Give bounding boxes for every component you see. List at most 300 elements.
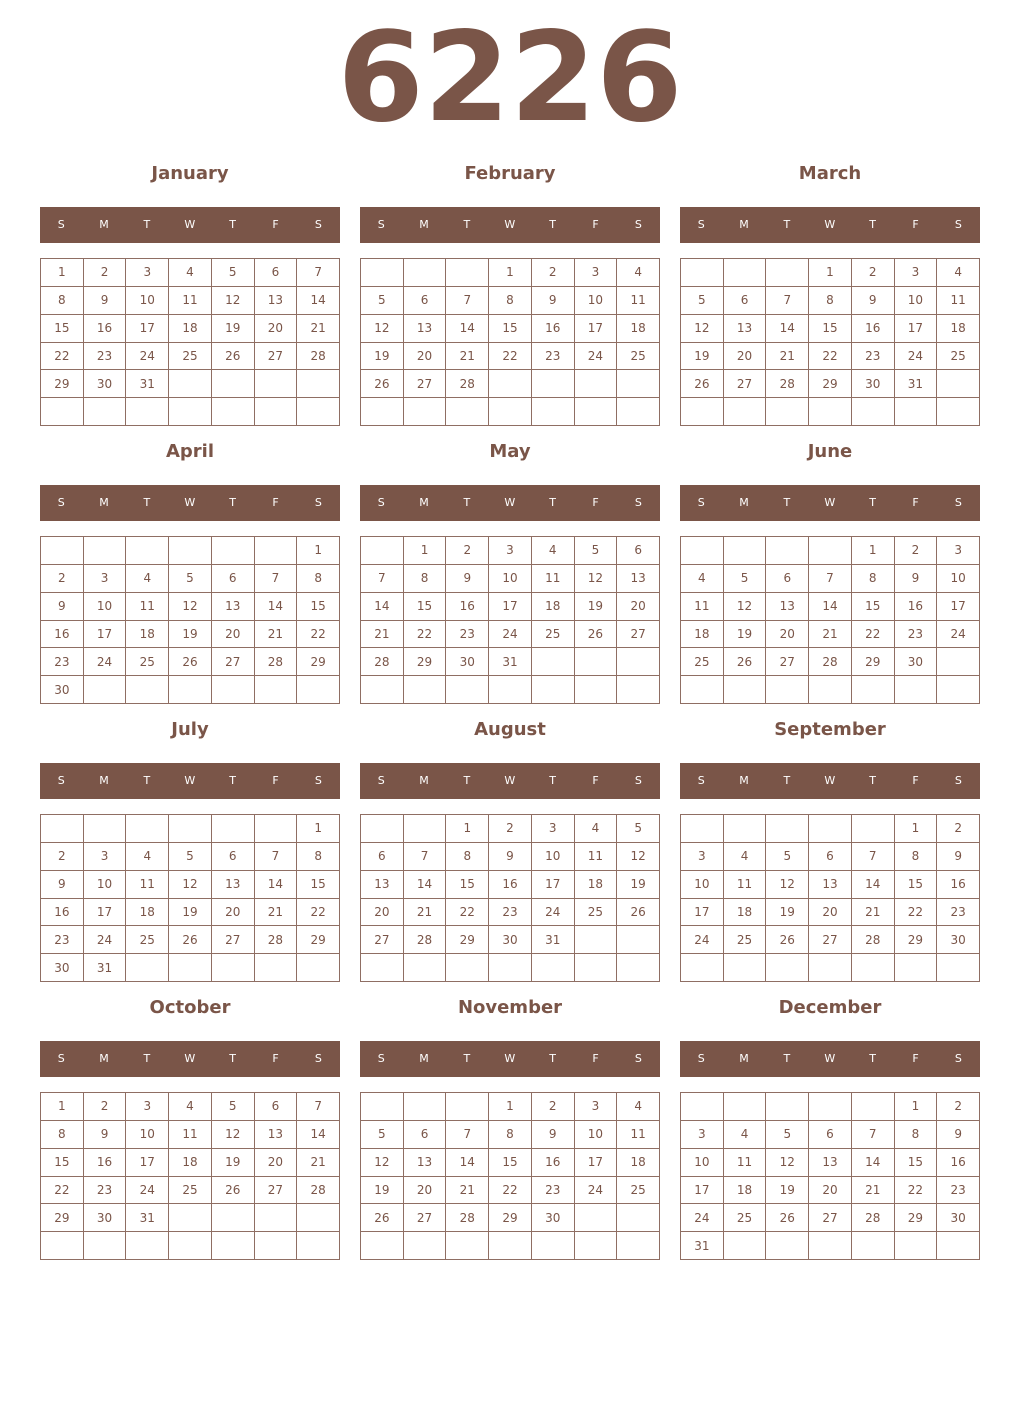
day-cell: 20 [212, 621, 255, 649]
empty-cell [617, 954, 660, 982]
day-cell: 27 [617, 621, 660, 649]
day-cell: 20 [617, 593, 660, 621]
day-grid [40, 258, 340, 426]
day-cell: 16 [895, 593, 938, 621]
empty-cell [84, 676, 127, 704]
day-cell: 6 [404, 287, 447, 315]
day-cell: 21 [446, 1177, 489, 1205]
day-cell: 4 [937, 259, 980, 287]
empty-cell [852, 398, 895, 426]
weekday-label: T [549, 218, 557, 231]
day-cell: 9 [532, 287, 575, 315]
day-cell: 16 [84, 1149, 127, 1177]
day-cell: 25 [724, 1204, 767, 1232]
day-cell: 29 [895, 926, 938, 954]
day-cell: 13 [724, 315, 767, 343]
day-cell: 6 [809, 1121, 852, 1149]
weekday-label: M [99, 496, 110, 509]
month-name: December [778, 997, 882, 1018]
day-cell: 19 [617, 871, 660, 899]
day-cell: 21 [852, 899, 895, 927]
empty-cell [255, 537, 298, 565]
day-cell: 22 [809, 343, 852, 371]
day-cell: 16 [937, 1149, 980, 1177]
empty-cell [575, 954, 618, 982]
weekday-label: M [739, 496, 750, 509]
day-cell: 14 [255, 593, 298, 621]
empty-cell [724, 1232, 767, 1260]
weekday-label: W [184, 1052, 196, 1065]
empty-cell [255, 815, 298, 843]
empty-cell [404, 1232, 447, 1260]
day-cell: 30 [84, 370, 127, 398]
empty-cell [489, 1232, 532, 1260]
empty-cell [404, 815, 447, 843]
month-name: October [149, 997, 231, 1018]
day-cell: 29 [41, 1204, 84, 1232]
day-cell: 19 [681, 343, 724, 371]
day-cell: 31 [681, 1232, 724, 1260]
day-cell: 2 [937, 815, 980, 843]
weekday-label: T [463, 1052, 471, 1065]
weekday-label: T [549, 1052, 557, 1065]
day-cell: 2 [41, 843, 84, 871]
weekday-label: F [272, 774, 280, 787]
day-cell: 4 [532, 537, 575, 565]
weekday-label: T [143, 774, 151, 787]
day-cell: 17 [126, 315, 169, 343]
day-cell: 6 [766, 565, 809, 593]
empty-cell [255, 954, 298, 982]
empty-cell [41, 815, 84, 843]
empty-cell [575, 1204, 618, 1232]
empty-cell [724, 537, 767, 565]
day-cell: 23 [84, 343, 127, 371]
day-cell: 16 [937, 871, 980, 899]
day-cell: 24 [575, 343, 618, 371]
day-cell: 2 [532, 259, 575, 287]
day-cell: 16 [446, 593, 489, 621]
day-cell: 13 [404, 315, 447, 343]
empty-cell [126, 676, 169, 704]
month-name: April [165, 441, 215, 462]
day-cell: 7 [255, 843, 298, 871]
day-cell: 26 [724, 648, 767, 676]
weekday-header [680, 207, 980, 243]
day-cell: 9 [84, 1121, 127, 1149]
day-cell: 15 [446, 871, 489, 899]
day-cell: 17 [84, 899, 127, 927]
empty-cell [361, 676, 404, 704]
empty-cell [617, 676, 660, 704]
day-cell: 22 [489, 1177, 532, 1205]
day-cell: 21 [766, 343, 809, 371]
day-cell: 12 [169, 871, 212, 899]
empty-cell [489, 954, 532, 982]
empty-cell [169, 537, 212, 565]
day-cell: 26 [212, 343, 255, 371]
day-cell: 27 [724, 370, 767, 398]
day-cell: 10 [126, 287, 169, 315]
day-cell: 24 [532, 899, 575, 927]
day-cell: 27 [404, 1204, 447, 1232]
day-cell: 11 [532, 565, 575, 593]
weekday-label: S [377, 1052, 386, 1065]
day-cell: 8 [404, 565, 447, 593]
day-cell: 3 [84, 565, 127, 593]
day-cell: 21 [297, 1149, 340, 1177]
day-cell: 30 [446, 648, 489, 676]
empty-cell [361, 259, 404, 287]
day-cell: 11 [681, 593, 724, 621]
day-cell: 23 [41, 926, 84, 954]
day-cell: 17 [575, 1149, 618, 1177]
empty-cell [766, 1093, 809, 1121]
empty-cell [617, 398, 660, 426]
day-cell: 12 [617, 843, 660, 871]
empty-cell [126, 954, 169, 982]
day-grid [680, 1092, 980, 1260]
day-cell: 11 [724, 1149, 767, 1177]
empty-cell [766, 676, 809, 704]
empty-cell [766, 259, 809, 287]
empty-cell [169, 1204, 212, 1232]
empty-cell [809, 815, 852, 843]
day-cell: 7 [297, 259, 340, 287]
empty-cell [681, 954, 724, 982]
day-cell: 23 [937, 1177, 980, 1205]
day-cell: 1 [852, 537, 895, 565]
day-cell: 5 [766, 1121, 809, 1149]
day-cell: 8 [895, 1121, 938, 1149]
day-cell: 19 [169, 899, 212, 927]
empty-cell [724, 954, 767, 982]
day-cell: 10 [84, 593, 127, 621]
empty-cell [532, 398, 575, 426]
day-cell: 8 [895, 843, 938, 871]
day-cell: 30 [84, 1204, 127, 1232]
day-cell: 17 [532, 871, 575, 899]
day-cell: 23 [41, 648, 84, 676]
day-cell: 7 [852, 843, 895, 871]
empty-cell [617, 370, 660, 398]
weekday-header [40, 485, 340, 521]
month-name: November [457, 997, 563, 1018]
day-cell: 1 [446, 815, 489, 843]
empty-cell [212, 370, 255, 398]
day-cell: 1 [41, 1093, 84, 1121]
weekday-header [680, 763, 980, 799]
empty-cell [895, 954, 938, 982]
day-cell: 15 [852, 593, 895, 621]
empty-cell [212, 398, 255, 426]
empty-cell [212, 815, 255, 843]
empty-cell [724, 815, 767, 843]
empty-cell [575, 926, 618, 954]
day-cell: 1 [489, 259, 532, 287]
day-cell: 14 [361, 593, 404, 621]
day-cell: 26 [766, 1204, 809, 1232]
day-cell: 5 [169, 565, 212, 593]
day-cell: 11 [724, 871, 767, 899]
weekday-label: W [824, 218, 836, 231]
day-cell: 23 [532, 1177, 575, 1205]
day-cell: 11 [937, 287, 980, 315]
day-cell: 24 [575, 1177, 618, 1205]
day-cell: 16 [852, 315, 895, 343]
weekday-label: F [592, 496, 600, 509]
empty-cell [617, 648, 660, 676]
month-march [680, 160, 980, 428]
day-cell: 16 [41, 899, 84, 927]
day-cell: 20 [255, 1149, 298, 1177]
day-cell: 7 [446, 287, 489, 315]
empty-cell [937, 1232, 980, 1260]
day-cell: 22 [41, 343, 84, 371]
empty-cell [255, 1204, 298, 1232]
weekday-label: S [377, 218, 386, 231]
day-cell: 7 [852, 1121, 895, 1149]
day-cell: 16 [532, 315, 575, 343]
day-cell: 22 [446, 899, 489, 927]
day-cell: 12 [766, 1149, 809, 1177]
weekday-label: S [697, 774, 706, 787]
weekday-label: M [99, 774, 110, 787]
empty-cell [297, 1204, 340, 1232]
day-cell: 5 [681, 287, 724, 315]
day-cell: 25 [617, 343, 660, 371]
weekday-header [360, 485, 660, 521]
day-cell: 12 [361, 315, 404, 343]
day-cell: 28 [446, 1204, 489, 1232]
day-cell: 30 [937, 926, 980, 954]
weekday-label: T [869, 774, 877, 787]
empty-cell [126, 398, 169, 426]
day-cell: 9 [937, 1121, 980, 1149]
day-cell: 10 [937, 565, 980, 593]
month-april [40, 438, 340, 706]
day-grid [40, 1092, 340, 1260]
weekday-label: W [504, 1052, 516, 1065]
empty-cell [84, 1232, 127, 1260]
day-cell: 20 [255, 315, 298, 343]
empty-cell [361, 537, 404, 565]
empty-cell [84, 537, 127, 565]
day-cell: 11 [126, 871, 169, 899]
weekday-label: T [229, 218, 237, 231]
day-cell: 26 [169, 926, 212, 954]
weekday-label: T [143, 218, 151, 231]
weekday-label: S [314, 496, 323, 509]
day-cell: 26 [681, 370, 724, 398]
day-cell: 25 [681, 648, 724, 676]
day-cell: 7 [446, 1121, 489, 1149]
empty-cell [489, 398, 532, 426]
day-cell: 29 [41, 370, 84, 398]
day-cell: 1 [297, 537, 340, 565]
day-cell: 24 [937, 621, 980, 649]
empty-cell [41, 398, 84, 426]
day-cell: 12 [766, 871, 809, 899]
empty-cell [766, 815, 809, 843]
empty-cell [489, 370, 532, 398]
month-name: September [774, 719, 886, 740]
weekday-label: S [314, 218, 323, 231]
day-cell: 16 [489, 871, 532, 899]
day-cell: 17 [895, 315, 938, 343]
empty-cell [681, 676, 724, 704]
weekday-label: F [912, 218, 920, 231]
day-cell: 15 [489, 315, 532, 343]
day-cell: 3 [532, 815, 575, 843]
day-cell: 30 [41, 676, 84, 704]
day-cell: 19 [766, 899, 809, 927]
day-cell: 31 [126, 370, 169, 398]
weekday-label: F [272, 218, 280, 231]
day-cell: 14 [809, 593, 852, 621]
empty-cell [724, 259, 767, 287]
empty-cell [766, 954, 809, 982]
day-cell: 18 [532, 593, 575, 621]
day-grid [40, 536, 340, 704]
day-cell: 29 [852, 648, 895, 676]
day-cell: 28 [297, 1177, 340, 1205]
day-cell: 29 [895, 1204, 938, 1232]
weekday-label: T [143, 1052, 151, 1065]
day-cell: 20 [212, 899, 255, 927]
empty-cell [404, 398, 447, 426]
empty-cell [809, 954, 852, 982]
empty-cell [126, 815, 169, 843]
day-cell: 2 [84, 259, 127, 287]
day-cell: 18 [681, 621, 724, 649]
day-cell: 5 [617, 815, 660, 843]
day-cell: 3 [575, 259, 618, 287]
day-cell: 17 [84, 621, 127, 649]
day-cell: 5 [575, 537, 618, 565]
empty-cell [575, 398, 618, 426]
day-cell: 24 [84, 648, 127, 676]
weekday-label: T [869, 1052, 877, 1065]
empty-cell [724, 398, 767, 426]
empty-cell [212, 676, 255, 704]
empty-cell [361, 954, 404, 982]
day-cell: 10 [895, 287, 938, 315]
day-cell: 4 [724, 843, 767, 871]
weekday-label: S [954, 774, 963, 787]
day-cell: 27 [361, 926, 404, 954]
day-cell: 29 [297, 926, 340, 954]
month-december [680, 994, 980, 1262]
day-grid [360, 536, 660, 704]
day-cell: 13 [212, 871, 255, 899]
empty-cell [766, 398, 809, 426]
empty-cell [532, 648, 575, 676]
day-cell: 12 [575, 565, 618, 593]
day-cell: 4 [681, 565, 724, 593]
day-cell: 27 [766, 648, 809, 676]
day-cell: 24 [126, 343, 169, 371]
day-cell: 15 [809, 315, 852, 343]
weekday-header [40, 763, 340, 799]
day-cell: 22 [404, 621, 447, 649]
day-cell: 18 [126, 899, 169, 927]
day-cell: 2 [446, 537, 489, 565]
month-name: March [798, 163, 862, 184]
day-cell: 30 [895, 648, 938, 676]
day-cell: 1 [489, 1093, 532, 1121]
day-cell: 10 [575, 287, 618, 315]
day-cell: 13 [766, 593, 809, 621]
day-cell: 30 [852, 370, 895, 398]
day-cell: 15 [895, 1149, 938, 1177]
day-cell: 27 [809, 926, 852, 954]
month-october [40, 994, 340, 1262]
day-cell: 7 [361, 565, 404, 593]
weekday-label: S [954, 1052, 963, 1065]
day-cell: 4 [126, 843, 169, 871]
weekday-label: W [504, 496, 516, 509]
month-july [40, 716, 340, 984]
day-cell: 22 [852, 621, 895, 649]
day-cell: 10 [575, 1121, 618, 1149]
day-grid [360, 1092, 660, 1260]
weekday-header [680, 1041, 980, 1077]
day-cell: 23 [937, 899, 980, 927]
empty-cell [212, 537, 255, 565]
weekday-label: T [549, 496, 557, 509]
empty-cell [169, 1232, 212, 1260]
day-cell: 11 [617, 287, 660, 315]
day-cell: 25 [724, 926, 767, 954]
month-name: August [474, 719, 546, 740]
weekday-label: M [739, 218, 750, 231]
day-cell: 8 [852, 565, 895, 593]
day-cell: 26 [361, 1204, 404, 1232]
day-cell: 13 [809, 1149, 852, 1177]
empty-cell [212, 1204, 255, 1232]
day-cell: 9 [446, 565, 489, 593]
day-cell: 27 [255, 343, 298, 371]
month-may [360, 438, 660, 706]
day-cell: 3 [895, 259, 938, 287]
empty-cell [937, 648, 980, 676]
day-cell: 27 [809, 1204, 852, 1232]
empty-cell [84, 815, 127, 843]
day-cell: 16 [84, 315, 127, 343]
day-cell: 5 [766, 843, 809, 871]
day-cell: 8 [41, 1121, 84, 1149]
day-cell: 14 [446, 315, 489, 343]
day-cell: 5 [169, 843, 212, 871]
day-cell: 6 [404, 1121, 447, 1149]
empty-cell [852, 1093, 895, 1121]
day-cell: 22 [895, 1177, 938, 1205]
empty-cell [126, 537, 169, 565]
day-cell: 9 [852, 287, 895, 315]
empty-cell [404, 954, 447, 982]
empty-cell [617, 926, 660, 954]
day-cell: 6 [361, 843, 404, 871]
day-cell: 23 [489, 899, 532, 927]
day-grid [360, 258, 660, 426]
empty-cell [361, 1093, 404, 1121]
empty-cell [446, 259, 489, 287]
day-cell: 25 [617, 1177, 660, 1205]
weekday-label: W [184, 496, 196, 509]
day-cell: 15 [404, 593, 447, 621]
month-february [360, 160, 660, 428]
